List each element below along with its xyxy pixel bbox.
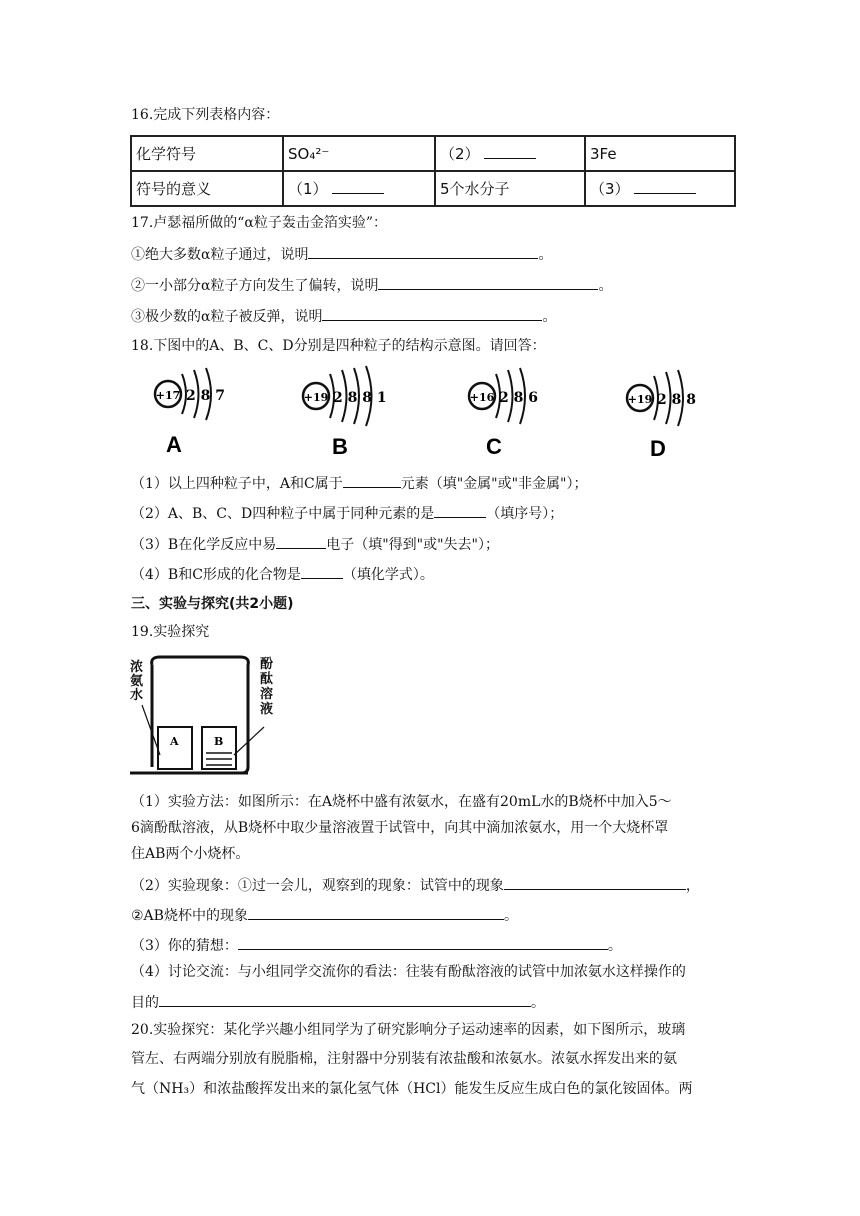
atom-b-shells: 2 8 8 1 xyxy=(333,390,387,406)
q16-title: 16.完成下列表格内容： xyxy=(131,107,280,123)
q18-title: 18.下图中的A、B、C、D分别是四种粒子的结构示意图。请回答： xyxy=(131,338,546,354)
table-cell: 化学符号 xyxy=(131,136,283,171)
atom-diagram-c xyxy=(466,356,576,459)
atom-c-shells: 2 8 6 xyxy=(499,390,538,406)
atom-a-nucleus: +17 xyxy=(155,389,181,402)
q18-sub-2: （2）A、B、C、D四种粒子中属于同种元素的是 （填序号）； xyxy=(131,503,563,524)
atom-b-nucleus: +19 xyxy=(303,391,329,404)
q17-title: 17.卢瑟福所做的“α粒子轰击金箔实验”： xyxy=(131,215,388,231)
section-heading: 三、实验与探究(共2小题) xyxy=(131,596,294,612)
atom-diagram-d xyxy=(624,356,734,461)
q19-p2b: ②AB烧杯中的现象 。 xyxy=(131,905,518,926)
atom-a-shells: 2 8 7 xyxy=(186,388,225,404)
atom-c-svg xyxy=(466,356,576,459)
q17-item-2: ②一小部分α粒子方向发生了偏转，说明 。 xyxy=(131,275,612,296)
table-cell: SO₄²⁻ xyxy=(283,136,435,171)
q19-p2a: （2）实验现象：①过一会儿，观察到的现象：试管中的现象 ， xyxy=(131,875,700,896)
beaker-a-label: A xyxy=(170,735,179,748)
table-cell: 3Fe xyxy=(585,136,735,171)
q20-line-1: 20.实验探究：某化学兴趣小组同学为了研究影响分子运动速率的因素，如下图所示，玻璃 xyxy=(131,1022,686,1038)
q17-item-3: ③极少数的α粒子被反弹，说明 。 xyxy=(131,306,556,327)
q19-p3: （3）你的猜想： 。 xyxy=(131,935,622,956)
table-cell: 5个水分子 xyxy=(435,171,585,206)
atom-a-svg xyxy=(148,356,258,456)
q18-sub-4: （4）B和C形成的化合物是 （填化学式）。 xyxy=(131,564,434,585)
q18-sub-1: （1）以上四种粒子中，A和C属于 元素（填"金属"或"非金属"）； xyxy=(131,473,588,494)
table-cell: （1） xyxy=(283,171,435,206)
table-cell: （3） xyxy=(585,171,735,206)
q18-sub-3: （3）B在化学反应中易 电子（填"得到"或"失去"）； xyxy=(131,534,499,555)
label-ammonia: 浓氨水 xyxy=(130,660,144,703)
beaker-svg xyxy=(130,655,275,780)
atom-d-label: D xyxy=(650,436,666,461)
atom-diagram-b xyxy=(300,356,410,459)
beaker-b-label: B xyxy=(214,735,224,748)
q19-p4b: 目的 。 xyxy=(131,992,545,1013)
table-cell: 符号的意义 xyxy=(131,171,283,206)
atom-d-svg xyxy=(624,356,734,461)
q19-paragraph-1: （1）实验方法：如图所示：在A烧杯中盛有浓氨水，在盛有20mL水的B烧杯中加入5～ 6滴酚酞溶液，从B烧杯中取少量溶液置于试管中，向其中滴加浓氨水，用一个大烧杯罩 住AB两个小烧杯。 xyxy=(131,794,672,862)
q17-item-1: ①绝大多数α粒子通过，说明 。 xyxy=(131,244,552,265)
q19-p4a: （4）讨论交流：与小组同学交流你的看法：往装有酚酞溶液的试管中加浓氨水这样操作的 xyxy=(131,964,686,980)
q20-line-2: 管左、右两端分别放有脱脂棉，注射器中分别装有浓盐酸和浓氨水。浓氨水挥发出来的氨 xyxy=(131,1051,677,1067)
atom-a-label: A xyxy=(166,432,182,457)
atom-d-shells: 2 8 8 xyxy=(657,392,696,408)
table-cell: （2） xyxy=(435,136,585,171)
atom-b-svg xyxy=(300,356,410,459)
atom-b-label: B xyxy=(332,434,348,459)
atom-c-nucleus: +16 xyxy=(469,391,495,404)
q19-title: 19.实验探究 xyxy=(131,624,210,640)
label-phenolphthalein: 酚酞溶液 xyxy=(260,657,274,717)
atom-diagram-a xyxy=(148,356,258,456)
q20-line-3: 气（NH₃）和浓盐酸挥发出来的氯化氢气体（HCl）能发生反应生成白色的氯化铵固体。两 xyxy=(131,1081,693,1097)
symbol-table xyxy=(130,135,736,207)
experiment-figure xyxy=(130,655,275,784)
atom-d-nucleus: +19 xyxy=(627,393,653,406)
atom-c-label: C xyxy=(486,434,502,459)
